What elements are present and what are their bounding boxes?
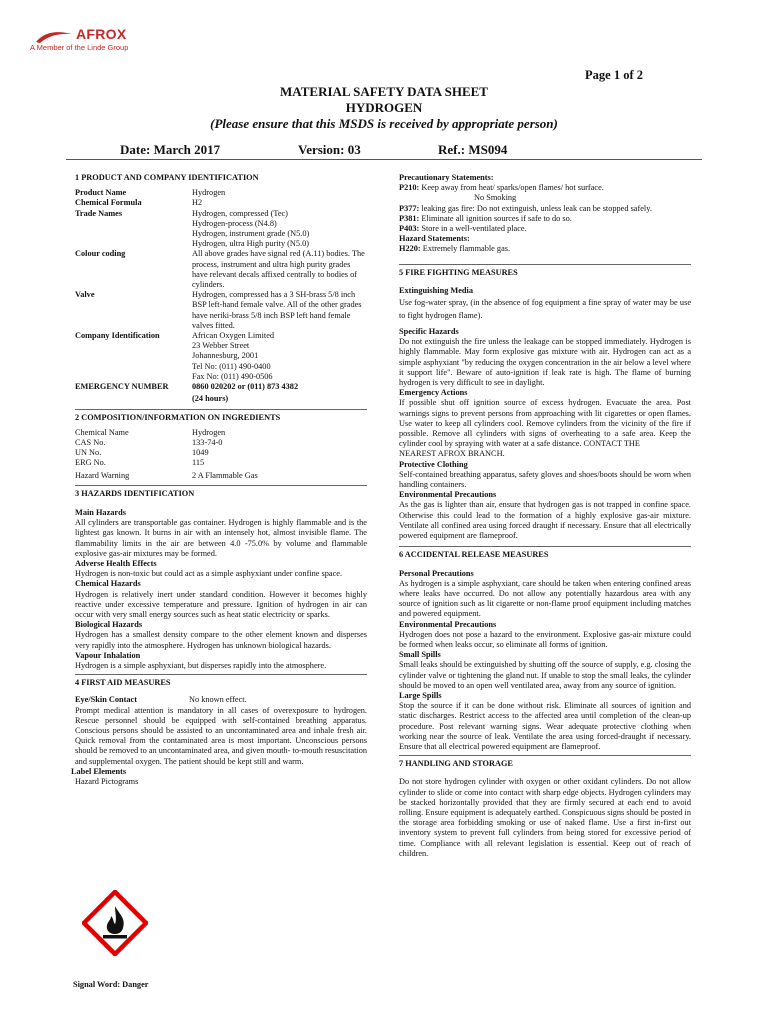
- product-id-value-line: Fax No: (011) 490-0506: [192, 371, 273, 381]
- product-title: HYDROGEN: [345, 100, 423, 115]
- product-id-key: EMERGENCY NUMBER: [75, 382, 169, 392]
- p403-row: [399, 224, 691, 234]
- product-id-value-line: Hydrogen, compressed (Tec): [192, 208, 288, 218]
- p210-row: [399, 183, 691, 193]
- product-id-value-line: All above grades have signal red (A.11) bodies. The process, instrument and ultra high purity grades have relevant decals affixed centrally to bodies of cylinders.: [192, 249, 365, 290]
- product-id-key: Company Identification: [75, 331, 160, 341]
- composition-value: 1049: [192, 448, 209, 458]
- main-hazards-heading: Main Hazards: [75, 507, 126, 517]
- section-4-heading: 4 FIRST AID MEASURES: [75, 674, 367, 688]
- product-id-row: [75, 188, 367, 198]
- composition-row: [75, 458, 367, 468]
- composition-row: [75, 438, 367, 448]
- doc-version: Version: 03: [298, 142, 361, 157]
- handling-storage-text: Do not store hydrogen cylinder with oxygen or other oxidant cylinders. Do not allow cylinder to slide or come into contact with sharp edge objects. Hydrogen cylinders may be stacked horizontally provided that they are firmly secured at each end to avoid rolling. Ensure equipment is adequately earthed. Conspicuous signs should be posted in the storage area forbidding smoking or use of naked flame. Use a first in-first out inventory system to prevent full cylinders from being stored for excessive period of time. Compliance with all relevant legislation is essential. Keep out of reach of children.: [399, 777, 691, 858]
- page-number: Page 1 of 2: [585, 68, 643, 82]
- logo-tagline: A Member of the Linde Group: [30, 43, 129, 52]
- product-id-value-line: Hydrogen: [192, 188, 226, 198]
- p381-code: P381:: [399, 213, 420, 223]
- doc-note: (Please ensure that this MSDS is received by appropriate person): [210, 116, 558, 131]
- emergency-contact-branch: NEAREST AFROX BRANCH.: [399, 449, 505, 459]
- adverse-text: Hydrogen is non-toxic but could act as a simple asphyxiant under confine space.: [75, 569, 343, 579]
- specific-hazards-heading: Specific Hazards: [399, 327, 459, 337]
- emergency-actions-text: If possible shut off ignition source of excess hydrogen. Evacuate the area. Post warnings signs to prevent persons from approaching with lit cigarettes or open flames. Use water to keep all cylinders cool. Remove cylinders from the vicinity of the fire if possible. Remove all cylinders with signs of overheating to a safe area. Keep the cylinder cool by spraying with water at a safe distance. CONTACT THE: [399, 398, 691, 449]
- eye-skin-heading: Eye/Skin Contact: [75, 695, 138, 705]
- h220-code: H220:: [399, 244, 421, 254]
- product-id-value: [192, 209, 367, 250]
- composition-value: 133-74-0: [192, 437, 223, 447]
- product-id-value: [192, 290, 367, 331]
- product-id-value-line: Hydrogen-process (N4.8): [192, 218, 277, 228]
- product-id-value: [192, 249, 367, 290]
- specific-hazards-text: Do not extinguish the fire unless the leakage can be stopped immediately. Hydrogen is highly flammable. May form explosive gas mixture with air. Hydrogen can act as a simple asphyxiant "by reducing the oxygen concentration in the air below a level where it support life". Beware of auto-ignition if leak rate is high. The flame of burning hydrogen is very difficult to see in daylight.: [399, 337, 691, 388]
- product-id-value-line: Tel No: (011) 490-0400: [192, 361, 271, 371]
- doc-title: MATERIAL SAFETY DATA SHEET: [280, 84, 488, 99]
- product-id-key: Product Name: [75, 188, 127, 198]
- product-id-value: [192, 198, 367, 208]
- doc-ref: Ref.: MS094: [438, 142, 508, 157]
- product-id-value: [192, 331, 367, 382]
- p377-text: leaking gas fire: Do not extinguish, unless leak can be stopped safely.: [421, 203, 652, 213]
- personal-precautions-heading: Personal Precautions: [399, 568, 474, 578]
- p210-no-smoking: No Smoking: [474, 193, 517, 203]
- product-id-value-line: Hydrogen, ultra High purity (N5.0): [192, 239, 310, 249]
- flammable-pictogram-icon: [82, 890, 148, 956]
- section-1-heading: 1 PRODUCT AND COMPANY IDENTIFICATION: [75, 173, 259, 182]
- env-precautions-text: As the gas is lighter than air, ensure that hydrogen gas is not trapped in confine space. Otherwise this could lead to the formation of a highly explosive gas-air mixture. Ventilate all confined area using forced draught if necessary. Ensure that all electrically powered equipment are flameproof.: [399, 500, 691, 541]
- product-id-value-line: Johannesburg, 2001: [192, 351, 259, 361]
- composition-key: Hazard Warning: [75, 471, 130, 481]
- product-id-value: [192, 188, 367, 198]
- protective-clothing-heading: Protective Clothing: [399, 459, 468, 469]
- h220-row: [399, 244, 691, 254]
- product-id-value-line: H2: [192, 198, 203, 208]
- product-id-row: [75, 382, 367, 404]
- label-elements-heading: Label Elements: [71, 766, 127, 776]
- product-id-key: Chemical Formula: [75, 198, 142, 208]
- p377-row: [399, 204, 691, 214]
- chemical-hazards-text: Hydrogen is relatively inert under standard condition. However it becomes highly reactive under excessive temperature and pressure. Ignition of hydrogen in air can occur with very small energy sources such as heat static electricity or sparks.: [75, 589, 367, 619]
- p403-code: P403:: [399, 224, 420, 234]
- biological-hazards-text: Hydrogen has a smallest density compare to the other element known and disperses very rapidly into the atmosphere. Hydrogen has unknown biological hazards.: [75, 630, 367, 650]
- composition-key: Chemical Name: [75, 427, 129, 437]
- right-column: [399, 173, 691, 859]
- section-6-heading: 6 ACCIDENTAL RELEASE MEASURES: [399, 546, 691, 560]
- extinguishing-text: Use fog-water spray, (in the absence of fog equipment a fine spray of water may be use to fight hydrogen flame).: [399, 298, 691, 321]
- main-hazards-text: All cylinders are transportable gas container. Hydrogen is highly flammable and is the lightest gas known. It burns in air with an intensely hot, almost invisible flame. The flammability limits in the air are between 4.0 -75.0% by volume and flammable explosive gas-air mixtures may be formed.: [75, 518, 367, 558]
- p381-row: [399, 214, 691, 224]
- product-id-value-line: Hydrogen, instrument grade (N5.0): [192, 229, 310, 239]
- extinguishing-heading: Extinguishing Media: [399, 285, 473, 295]
- first-aid-text: Prompt medical attention is mandatory in all cases of overexposure to hydrogen. Rescue personnel should be equipped with self-contained breathing apparatus. Conscious persons should be assisted to an uncontaminated area and inhale fresh air. Quick removal from the contaminated area is most important. Unconscious persons should be removed to an uncontaminated area, and given mouth- to-mouth resuscitation and supplemental oxygen. The patient should be kept still and warm.: [75, 705, 367, 766]
- product-id-value-line: Hydrogen, compressed has a 3 SH-brass 5/8 inch BSP left-hand female valve. All of the other grades have neriki-brass 5/8 inch BSP left hand female valves fitted.: [192, 290, 362, 330]
- p381-text: Eliminate all ignition sources if safe to do so.: [421, 213, 572, 223]
- h220-text: Extremely flammable gas.: [422, 244, 511, 254]
- large-spills-heading: Large Spills: [399, 690, 442, 700]
- product-id-value-line: 0860 020202 or (011) 873 4382: [192, 382, 299, 392]
- signal-word: Signal Word: Danger: [73, 980, 149, 989]
- product-id-row: [75, 331, 367, 382]
- p403-text: Store in a well-ventilated place.: [421, 224, 527, 234]
- section-2-heading: 2 COMPOSITION/INFORMATION ON INGREDIENTS: [75, 409, 367, 423]
- product-id-row: [75, 198, 367, 208]
- emergency-actions-heading: Emergency Actions: [399, 388, 468, 398]
- composition-key: CAS No.: [75, 437, 106, 447]
- composition-key: ERG No.: [75, 458, 106, 468]
- product-id-key: Trade Names: [75, 208, 123, 218]
- section-7-heading: 7 HANDLING AND STORAGE: [399, 755, 691, 769]
- product-id-value-line: African Oxygen Limited: [192, 331, 275, 341]
- header-rule: [66, 159, 702, 160]
- composition-key: UN No.: [75, 448, 102, 458]
- product-id-value: [192, 382, 367, 404]
- product-id-row: [75, 249, 367, 290]
- p210-code: P210:: [399, 183, 420, 193]
- linde-swoosh-icon: [34, 30, 74, 44]
- section-3-heading: 3 HAZARDS IDENTIFICATION: [75, 485, 367, 499]
- vapour-heading: Vapour Inhalation: [75, 650, 141, 660]
- p210-text: Keep away from heat/ sparks/open flames/ hot surface.: [421, 183, 604, 193]
- hazard-statements-heading: Hazard Statements:: [399, 234, 470, 244]
- composition-value: 2 A Flammable Gas: [192, 471, 258, 481]
- composition-value: 115: [192, 458, 205, 468]
- protective-clothing-text: Self-contained breathing apparatus, safety gloves and shoes/boots should be worn when handling containers.: [399, 469, 691, 490]
- composition-row: [75, 471, 367, 481]
- small-spills-text: Small leaks should be extinguished by shutting off the source of supply, e.g. closing the cylinder valve or tightening the gland nut. If unable to stop the small leaks, the cylinder should be moved to an open well ventilated area, away from any source of ignition.: [399, 660, 691, 690]
- composition-value: Hydrogen: [192, 427, 226, 437]
- section-5-heading: 5 FIRE FIGHTING MEASURES: [399, 264, 691, 278]
- personal-precautions-text: As hydrogen is a simple asphyxiant, care should be taken when entering confined areas where leaks have occurred. Do not allow any potentially hazardous area with any source of ignition such as lit cigarette or non-flame proof equipment including matches and powered equipment.: [399, 578, 691, 619]
- product-id-table: [75, 188, 367, 404]
- product-id-row: [75, 290, 367, 331]
- env-precautions-heading: Environmental Precautions: [399, 490, 497, 500]
- doc-date: Date: March 2017: [120, 142, 221, 157]
- large-spills-text: Stop the source if it can be done without risk. Eliminate all sources of ignition and static discharges. Restrict access to the affected area until completion of the clean-up procedure. Post relevant warning signs. Wear adequate protective clothing when working near the source of leak. Ventilate the area using forced-draught if necessary. Ensure that all electrical powered equipment are flameproof.: [399, 701, 691, 751]
- product-id-key: Valve: [75, 290, 95, 300]
- vapour-text: Hydrogen is a simple asphyxiant, but disperses rapidly into the atmosphere.: [75, 660, 327, 670]
- composition-row: [75, 428, 367, 438]
- product-id-key: Colour coding: [75, 249, 126, 259]
- composition-table: [75, 428, 367, 482]
- logo-name: AFROX: [76, 26, 127, 42]
- p377-code: P377:: [399, 203, 420, 213]
- product-id-row: [75, 209, 367, 250]
- env-precautions-6-text: Hydrogen does not pose a hazard to the environment. Explosive gas-air mixture could be formed when leaks occur, so eliminate all forms of ignition.: [399, 629, 691, 649]
- eye-skin-text: No known effect.: [189, 695, 247, 705]
- eye-skin-row: [75, 695, 367, 705]
- pictograms-label: Hazard Pictograms: [75, 776, 139, 786]
- biological-hazards-heading: Biological Hazards: [75, 620, 143, 630]
- precautionary-heading: Precautionary Statements:: [399, 173, 494, 182]
- adverse-heading: Adverse Health Effects: [75, 558, 157, 568]
- env-precautions-6-heading: Environmental Precautions: [399, 619, 497, 629]
- composition-row: [75, 448, 367, 458]
- left-column: [71, 173, 367, 787]
- product-id-value-line: 23 Webber Street: [192, 341, 250, 351]
- small-spills-heading: Small Spills: [399, 650, 441, 660]
- chemical-hazards-heading: Chemical Hazards: [75, 579, 141, 589]
- product-id-value-line: (24 hours): [192, 394, 229, 404]
